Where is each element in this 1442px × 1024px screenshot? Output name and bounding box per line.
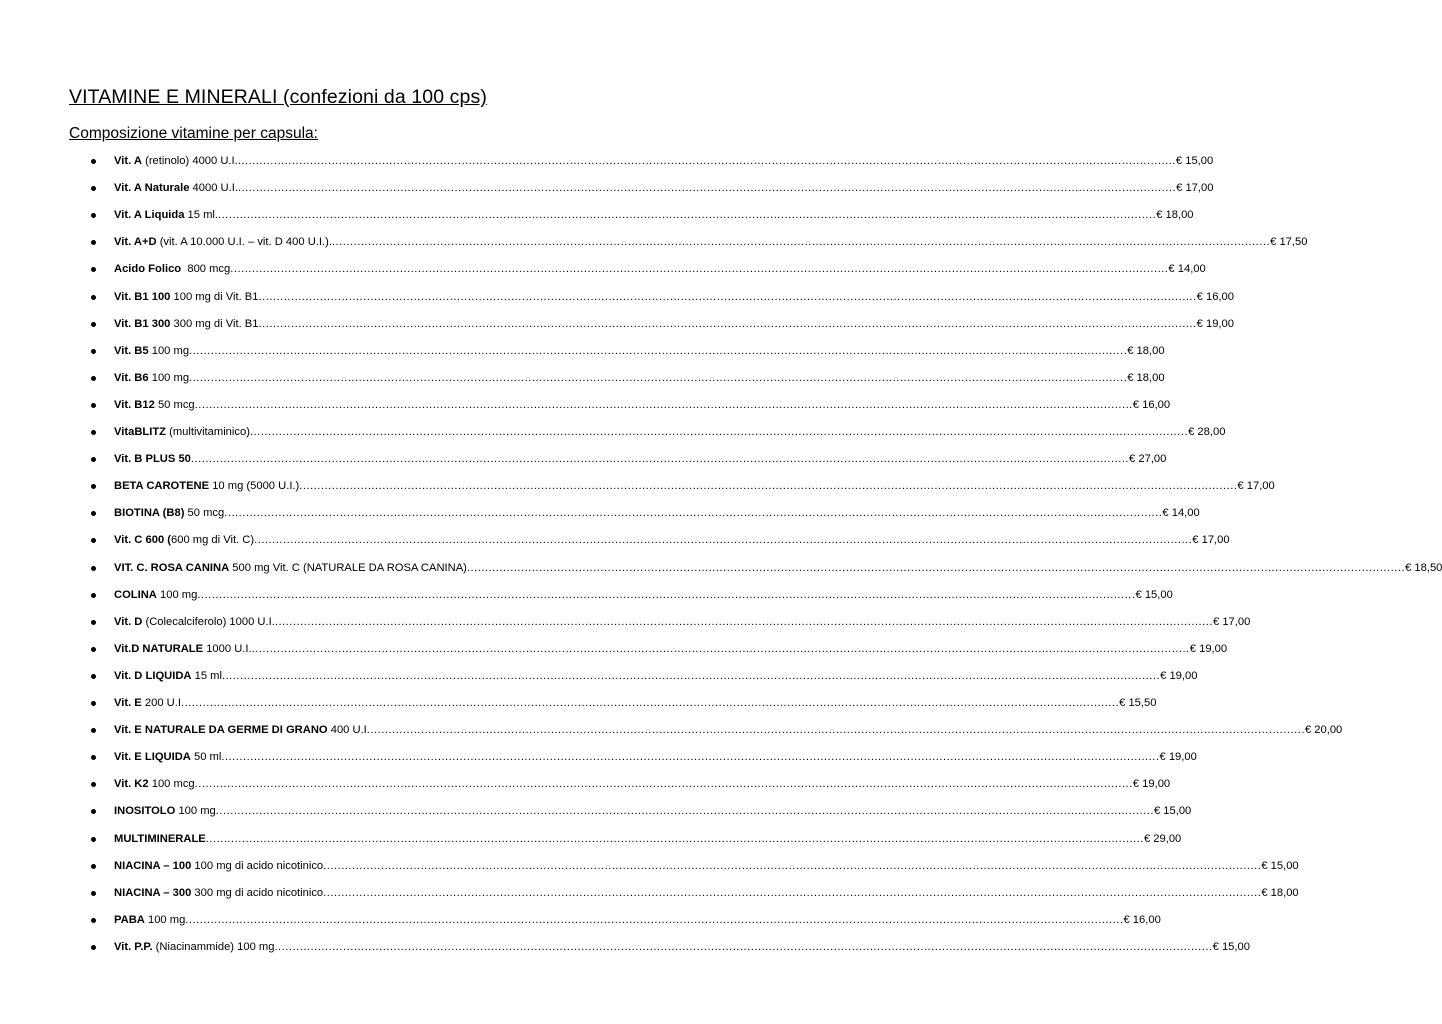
- item-line: [114, 423, 1226, 441]
- bullet-icon: [91, 755, 96, 760]
- list-item: [0, 504, 1200, 522]
- bullet-icon: [91, 376, 96, 381]
- bullet-icon: [91, 701, 96, 706]
- item-line: [114, 152, 1214, 170]
- bullet-icon: [91, 349, 96, 354]
- dot-leader: ....................................................................................................................................................................................................................................................................: [323, 886, 1262, 899]
- item-description: 500 mg Vit. C (NATURALE DA ROSA CANINA): [229, 561, 467, 574]
- dot-leader: ....................................................................................................................................................................................................................................................................: [190, 453, 1130, 466]
- bullet-icon: [91, 295, 96, 300]
- bullet-icon: [91, 620, 96, 625]
- item-description: 100 mg: [148, 371, 190, 384]
- list-item: [0, 694, 1157, 712]
- dot-leader: ....................................................................................................................................................................................................................................................................: [258, 290, 1197, 303]
- list-item: [0, 775, 1171, 793]
- list-item: [0, 206, 1194, 224]
- item-price: € 29,00: [1143, 832, 1182, 845]
- item-name: Vit. B6: [114, 371, 149, 384]
- item-line: [114, 260, 1206, 278]
- item-price: € 28,00: [1188, 426, 1226, 438]
- list-item: [0, 938, 1250, 956]
- item-name: COLINA: [114, 588, 157, 601]
- item-name: NIACINA – 300: [114, 886, 192, 899]
- item-description: 400 U.I: [327, 724, 367, 737]
- item-description: (Colecalciferolo) 1000 U.I.: [142, 615, 275, 628]
- item-line: [114, 206, 1194, 224]
- item-line: [114, 233, 1308, 251]
- item-line: [114, 179, 1214, 197]
- item-price: € 16,00: [1196, 290, 1234, 303]
- item-line: [114, 450, 1167, 468]
- dot-leader: ....................................................................................................................................................................................................................................................................: [249, 426, 1189, 438]
- bullet-icon: [91, 322, 96, 327]
- list-item: [0, 586, 1173, 604]
- item-description: 4000 U.I.: [189, 182, 238, 195]
- dot-leader: ....................................................................................................................................................................................................................................................................: [218, 209, 1157, 222]
- bullet-icon: [91, 782, 96, 787]
- item-price: € 17,00: [1237, 480, 1275, 493]
- item-description: 100 mg di acido nicotinico: [191, 859, 324, 872]
- item-line: [114, 748, 1197, 766]
- item-description: 100 mg: [156, 588, 198, 601]
- list-item: [0, 260, 1206, 278]
- list-item: [0, 477, 1275, 495]
- item-name: Vit. B1 100: [114, 290, 171, 303]
- item-line: [114, 396, 1171, 414]
- item-name: Vit. D: [114, 615, 143, 628]
- bullet-icon: [91, 674, 96, 679]
- dot-leader: ....................................................................................................................................................................................................................................................................: [221, 751, 1160, 764]
- dot-leader: ....................................................................................................................................................................................................................................................................: [180, 697, 1120, 709]
- dot-leader: ....................................................................................................................................................................................................................................................................: [189, 344, 1128, 357]
- dot-leader: ....................................................................................................................................................................................................................................................................: [254, 534, 1193, 547]
- dot-leader: ....................................................................................................................................................................................................................................................................: [366, 724, 1305, 737]
- list-item: [0, 911, 1161, 929]
- item-price: € 18,00: [1261, 886, 1299, 899]
- item-line: [114, 315, 1234, 333]
- dot-leader: ....................................................................................................................................................................................................................................................................: [466, 561, 1406, 574]
- list-item: [0, 152, 1214, 170]
- item-price: € 19,00: [1196, 317, 1234, 330]
- bullet-icon: [91, 837, 96, 842]
- dot-leader: ....................................................................................................................................................................................................................................................................: [258, 317, 1197, 330]
- dot-leader: ....................................................................................................................................................................................................................................................................: [323, 859, 1262, 872]
- item-line: [114, 640, 1228, 658]
- item-price: € 15,00: [1212, 940, 1250, 953]
- item-price: € 14,00: [1162, 507, 1200, 520]
- bullet-icon: [91, 918, 96, 923]
- list-item: [0, 559, 1442, 577]
- dot-leader: ....................................................................................................................................................................................................................................................................: [299, 480, 1238, 493]
- bullet-icon: [91, 566, 96, 571]
- item-price: € 15,00: [1135, 588, 1173, 601]
- item-description: 800 mcg: [181, 263, 231, 276]
- list-item: [0, 748, 1197, 766]
- bullet-icon: [91, 538, 96, 543]
- dot-leader: ....................................................................................................................................................................................................................................................................: [215, 805, 1154, 818]
- item-name: Vit. A: [114, 155, 142, 167]
- item-line: [114, 884, 1299, 902]
- item-price: € 18,00: [1127, 344, 1165, 357]
- item-name: Acido Folico: [114, 263, 182, 276]
- item-name: Vit. B5: [114, 344, 149, 357]
- item-description: 50 mcg: [154, 398, 195, 411]
- item-line: [114, 830, 1182, 848]
- item-description: 15 ml.: [184, 209, 219, 222]
- list-item: [0, 450, 1167, 468]
- item-description: 15 ml: [191, 669, 222, 682]
- bullet-icon: [91, 403, 96, 408]
- item-price: € 16,00: [1132, 398, 1171, 411]
- dot-leader: ....................................................................................................................................................................................................................................................................: [185, 913, 1124, 926]
- item-price: € 16,00: [1123, 913, 1161, 926]
- item-price: € 18,00: [1156, 209, 1194, 222]
- item-name: Vit.D NATURALE: [114, 642, 204, 655]
- dot-leader: ....................................................................................................................................................................................................................................................................: [237, 155, 1176, 167]
- item-name: INOSITOLO: [114, 805, 176, 818]
- item-description: (retinolo) 4000 U.I.: [141, 155, 238, 167]
- item-description: 600 mg di Vit. C): [171, 534, 255, 547]
- item-description: 100 mg: [144, 913, 186, 926]
- list-item: [0, 531, 1230, 549]
- item-price: € 20,00: [1304, 724, 1343, 737]
- item-name: PABA: [114, 913, 145, 926]
- dot-leader: ....................................................................................................................................................................................................................................................................: [331, 236, 1271, 249]
- bullet-icon: [91, 186, 96, 191]
- bullet-icon: [91, 593, 96, 598]
- item-line: [114, 342, 1165, 360]
- item-price: € 17,00: [1176, 182, 1214, 195]
- item-line: [114, 369, 1165, 387]
- item-price: € 19,00: [1160, 669, 1198, 682]
- item-line: [114, 911, 1161, 929]
- item-description: 100 mcg: [148, 778, 195, 791]
- list-item: [0, 667, 1198, 685]
- list-item: [0, 857, 1299, 875]
- dot-leader: ....................................................................................................................................................................................................................................................................: [230, 263, 1169, 276]
- item-name: Vit. K2: [114, 778, 149, 791]
- list-item: [0, 315, 1234, 333]
- dot-leader: ....................................................................................................................................................................................................................................................................: [221, 669, 1161, 682]
- bullet-icon: [91, 213, 96, 218]
- item-price: € 18,00: [1127, 371, 1165, 384]
- item-name: BIOTINA (B8): [114, 507, 185, 520]
- item-line: [114, 531, 1230, 549]
- dot-leader: ....................................................................................................................................................................................................................................................................: [194, 398, 1133, 411]
- bullet-icon: [91, 159, 96, 164]
- list-item: [0, 288, 1234, 306]
- item-line: [114, 721, 1343, 739]
- item-name: NIACINA – 100: [114, 859, 192, 872]
- item-name: Vit. A Liquida: [114, 209, 185, 222]
- item-price: € 19,00: [1189, 642, 1228, 655]
- list-item: [0, 721, 1343, 739]
- item-name: Vit. B PLUS 50: [114, 453, 191, 466]
- item-price: € 15,00: [1175, 155, 1214, 167]
- item-line: [114, 559, 1442, 577]
- bullet-icon: [91, 430, 96, 435]
- bullet-icon: [91, 267, 96, 272]
- item-description: (multivitaminico): [166, 426, 250, 438]
- list-item: [0, 640, 1228, 658]
- item-description: 200 U.I: [141, 697, 181, 709]
- item-line: [114, 667, 1198, 685]
- list-item: [0, 179, 1214, 197]
- item-name: Vit. B12: [114, 398, 155, 411]
- item-description: (Niacinammide) 100 mg: [152, 940, 275, 953]
- item-name: Vit. P.P.: [114, 940, 153, 953]
- dot-leader: ....................................................................................................................................................................................................................................................................: [237, 182, 1177, 195]
- list-item: [0, 233, 1308, 251]
- list-item: [0, 830, 1182, 848]
- item-price: € 17,50: [1270, 236, 1308, 249]
- bullet-icon: [91, 240, 96, 245]
- dot-leader: ....................................................................................................................................................................................................................................................................: [197, 588, 1136, 601]
- dot-leader: ....................................................................................................................................................................................................................................................................: [189, 371, 1128, 384]
- dot-leader: ....................................................................................................................................................................................................................................................................: [251, 642, 1190, 655]
- item-description: 1000 U.I.: [203, 642, 252, 655]
- item-description: 100 mg di Vit. B1: [170, 290, 259, 303]
- list-item: [0, 396, 1171, 414]
- page-title: VITAMINE E MINERALI (confezioni da 100 cps): [69, 86, 487, 108]
- list-item: [0, 613, 1251, 631]
- bullet-icon: [91, 647, 96, 652]
- item-line: [114, 586, 1173, 604]
- item-line: [114, 802, 1192, 820]
- item-description: (vit. A 10.000 U.I. – vit. D 400 U.I.).: [156, 236, 332, 249]
- item-line: [114, 857, 1299, 875]
- item-price: € 15,50: [1119, 697, 1157, 709]
- item-price: € 19,00: [1159, 751, 1197, 764]
- item-line: [114, 694, 1157, 712]
- item-name: Vit. A Naturale: [114, 182, 190, 195]
- list-item: [0, 423, 1226, 441]
- item-name: BETA CAROTENE: [114, 480, 210, 493]
- item-name: Vit. B1 300: [114, 317, 171, 330]
- list-item: [0, 342, 1165, 360]
- section-subtitle: Composizione vitamine per capsula:: [69, 125, 318, 142]
- item-description: 10 mg (5000 U.I.): [209, 480, 300, 493]
- bullet-icon: [91, 809, 96, 814]
- item-price: € 17,00: [1213, 615, 1251, 628]
- item-price: € 15,00: [1261, 859, 1299, 872]
- item-price: € 14,00: [1168, 263, 1206, 276]
- bullet-icon: [91, 864, 96, 869]
- dot-leader: ....................................................................................................................................................................................................................................................................: [205, 832, 1144, 845]
- item-name: Vit. E: [114, 697, 142, 709]
- item-description: 300 mg di acido nicotinico: [191, 886, 324, 899]
- item-line: [114, 613, 1251, 631]
- dot-leader: ....................................................................................................................................................................................................................................................................: [194, 778, 1133, 791]
- list-item: [0, 369, 1165, 387]
- list-item: [0, 802, 1192, 820]
- item-line: [114, 775, 1171, 793]
- item-line: [114, 477, 1275, 495]
- item-line: [114, 288, 1234, 306]
- bullet-icon: [91, 484, 96, 489]
- item-description: 100 mg: [175, 805, 216, 818]
- item-name: Vit. D LIQUIDA: [114, 669, 192, 682]
- item-line: [114, 504, 1200, 522]
- bullet-icon: [91, 728, 96, 733]
- item-name: MULTIMINERALE: [114, 832, 206, 845]
- bullet-icon: [91, 891, 96, 896]
- item-description: 100 mg: [148, 344, 190, 357]
- item-price: € 27,00: [1129, 453, 1167, 466]
- dot-leader: ....................................................................................................................................................................................................................................................................: [274, 940, 1213, 953]
- item-name: VitaBLITZ: [114, 426, 167, 438]
- item-description: 50 ml: [190, 751, 222, 764]
- item-line: [114, 938, 1250, 956]
- item-description: 300 mg di Vit. B1: [170, 317, 259, 330]
- item-name: Vit. A+D: [114, 236, 157, 249]
- dot-leader: ....................................................................................................................................................................................................................................................................: [274, 615, 1213, 628]
- item-description: 50 mcg: [184, 507, 225, 520]
- bullet-icon: [91, 945, 96, 950]
- list-item: [0, 884, 1299, 902]
- item-price: € 15,00: [1153, 805, 1192, 818]
- item-name: Vit. E NATURALE DA GERME DI GRANO: [114, 724, 328, 737]
- item-price: € 17,00: [1192, 534, 1230, 547]
- item-price: € 19,00: [1132, 778, 1171, 791]
- bullet-icon: [91, 511, 96, 516]
- item-name: Vit. C 600 (: [114, 534, 171, 547]
- bullet-icon: [91, 457, 96, 462]
- dot-leader: ....................................................................................................................................................................................................................................................................: [224, 507, 1163, 520]
- item-name: VIT. C. ROSA CANINA: [114, 561, 230, 574]
- item-price: € 18,50: [1405, 561, 1442, 574]
- item-name: Vit. E LIQUIDA: [114, 751, 191, 764]
